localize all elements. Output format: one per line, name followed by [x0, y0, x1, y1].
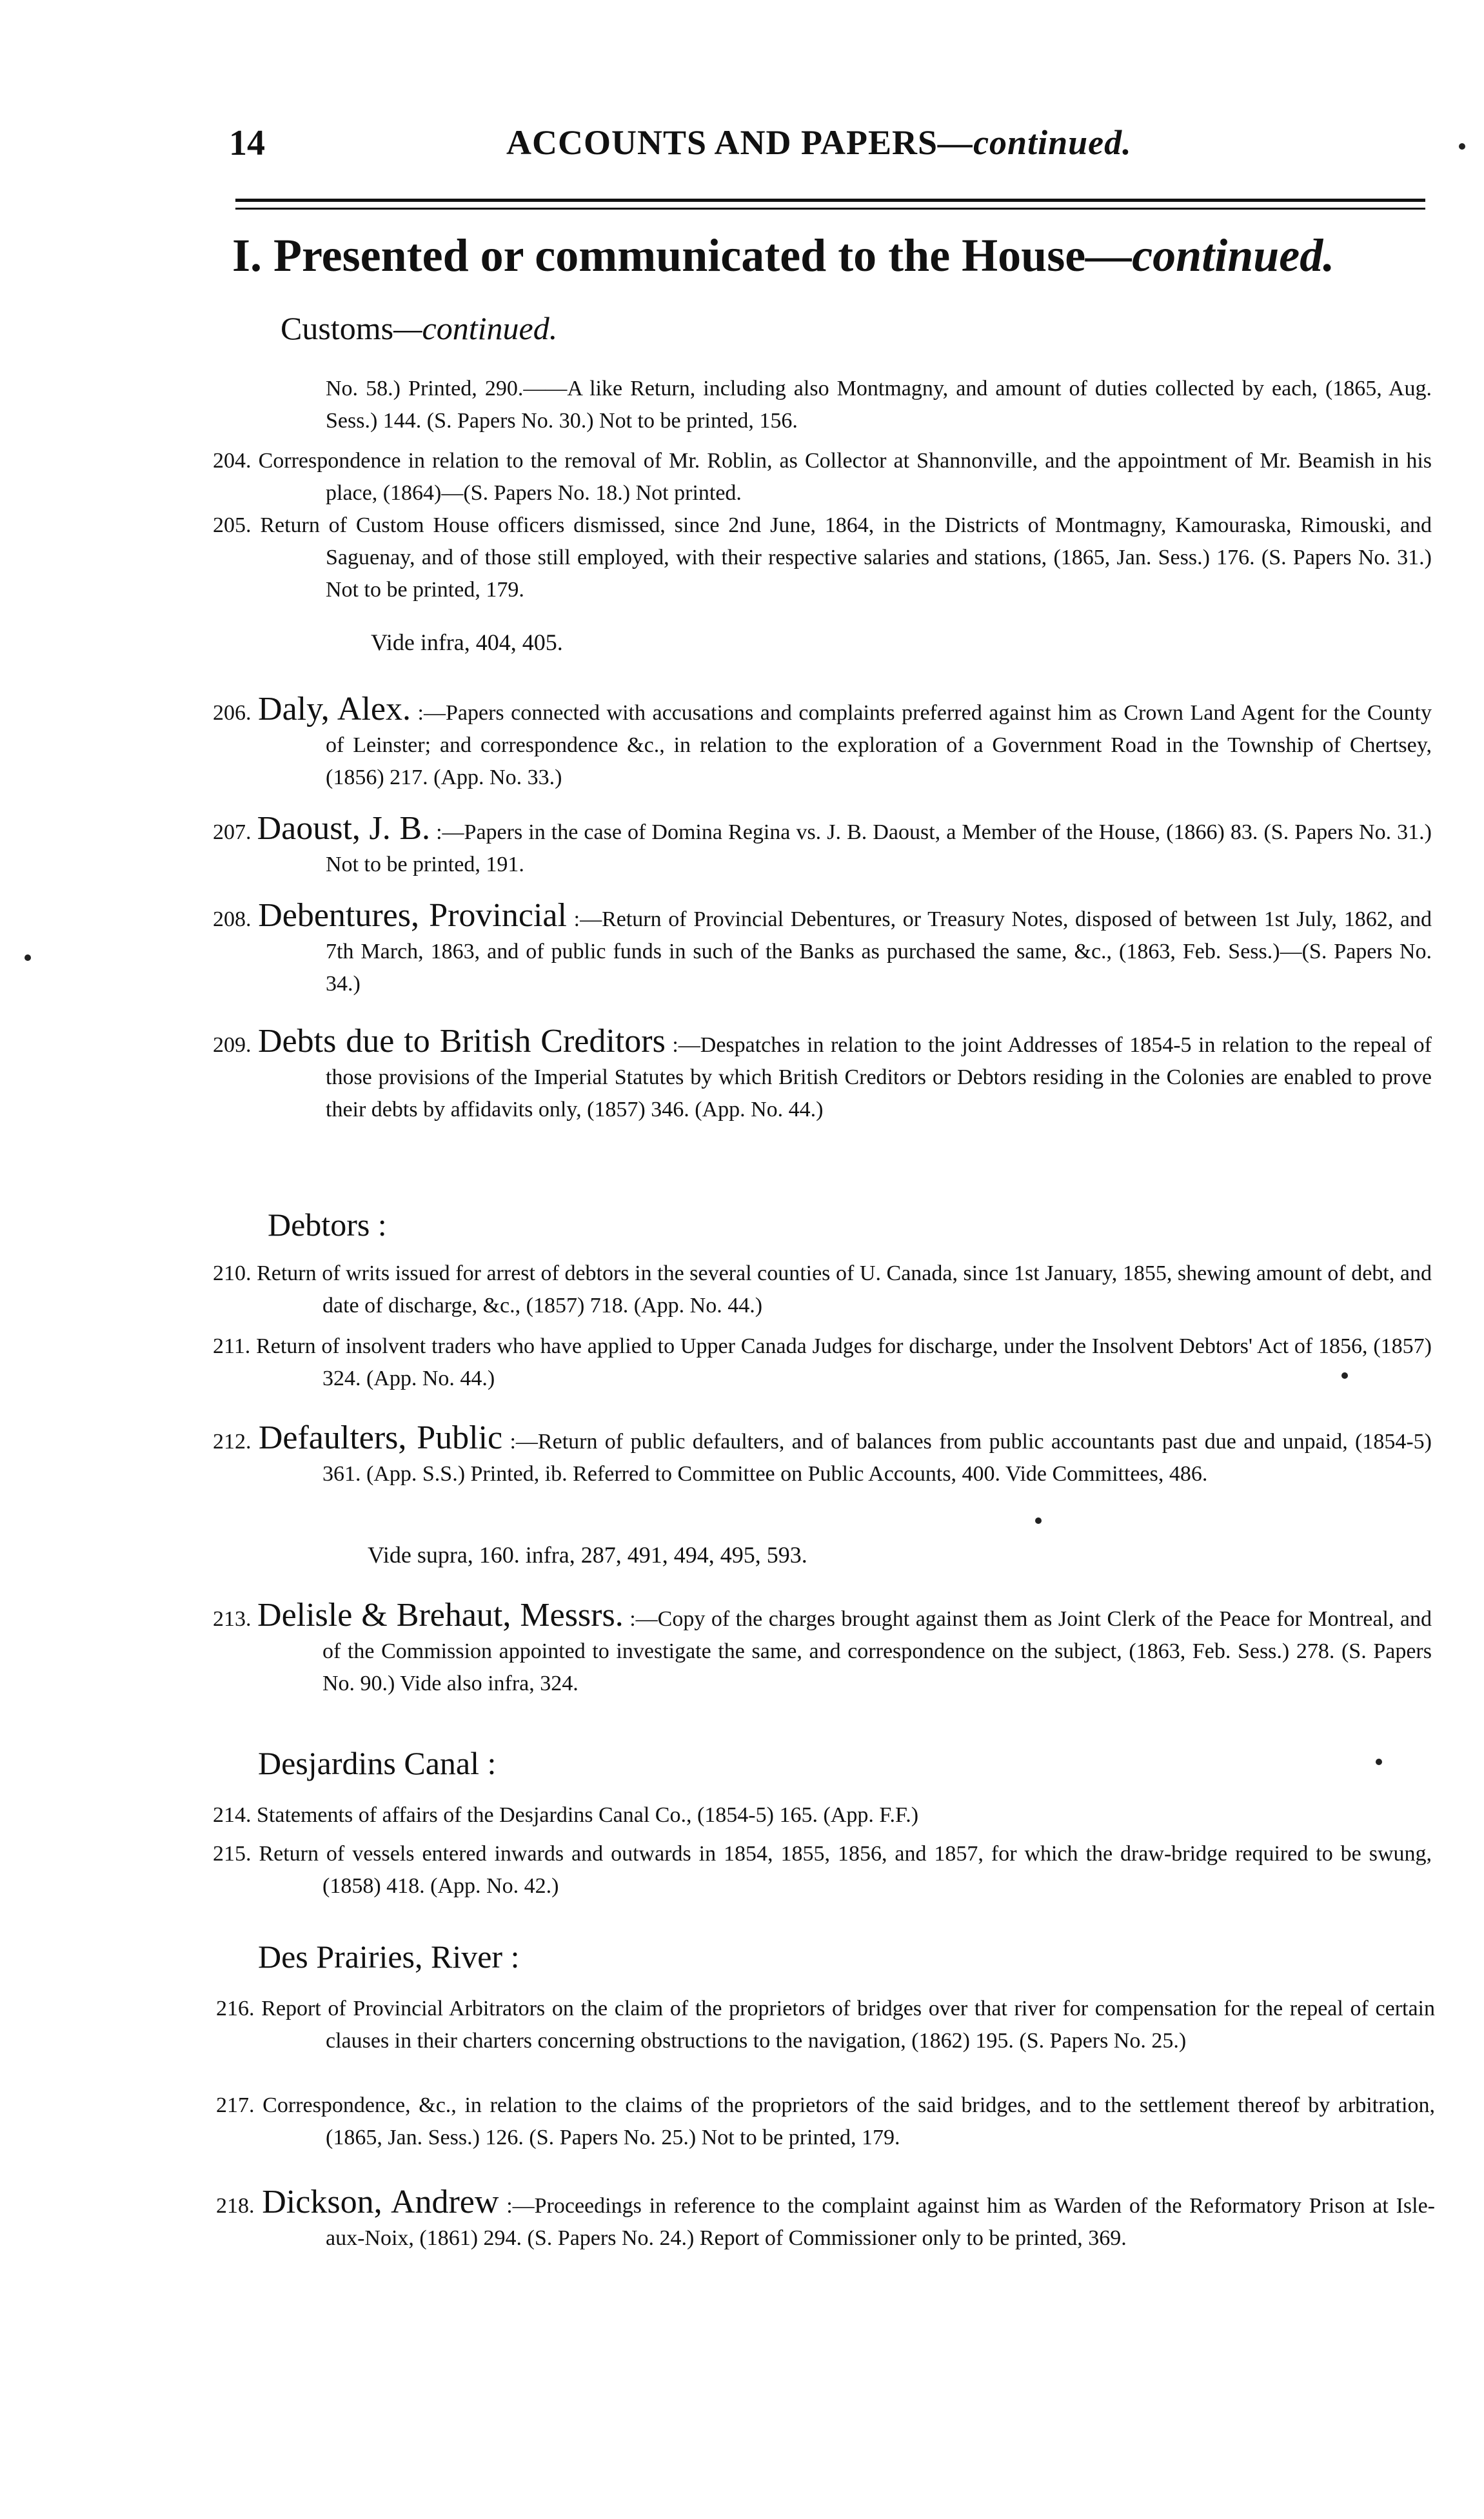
entry-number: 214. [213, 1803, 252, 1827]
entry-212-vide: Vide supra, 160. infra, 287, 491, 494, 495, 593. [368, 1542, 807, 1568]
entry-203-continued: No. 58.) Printed, 290.——A like Return, including also Montmagny, and amount of duties collected by each, (1865, Aug. Sess.) 144. (S. Papers No. 30.) Not to be printed, 156. [326, 377, 1432, 433]
subhead-customs-main: Customs [281, 310, 394, 346]
entry-206 [213, 693, 1432, 794]
entry-217 [216, 2089, 1435, 2154]
entry-212 [213, 1419, 1432, 1490]
section-heading-suffix: —continued. [1085, 230, 1335, 281]
entry-text: :—Return of public defaulters, and of balances from public accountants past due and unpaid, (1854-5) 361. (App. S.S.) Printed, ib. Referred to Committee on Public Accounts, 400. Vide Committees, 486. [322, 1430, 1432, 1486]
entry-subject: Defaulters, Public [258, 1419, 503, 1456]
entry-text: Correspondence in relation to the removal of Mr. Roblin, as Collector at Shannonville, and the appointment of Mr. Beamish in his place, (1864)—(S. Papers No. 18.) Not printed. [258, 449, 1432, 505]
entry-213 [213, 1599, 1432, 1700]
subhead-customs [281, 310, 557, 347]
entry-text: Return of writs issued for arrest of debtors in the several counties of U. Canada, since 1st January, 1855, shewing amount of debt, and date of discharge, &c., (1857) 718. (App. No. 44.) [257, 1261, 1432, 1318]
entry-208 [213, 897, 1432, 1000]
scan-speck [25, 954, 31, 961]
subhead-desjardins-canal: Desjardins Canal : [258, 1745, 497, 1781]
page-header [229, 123, 1429, 174]
entry-number: 205. [213, 513, 252, 537]
entry-subject: Dickson, Andrew [262, 2184, 499, 2220]
scan-speck [1376, 1759, 1382, 1765]
entry-subject: Daoust, J. B. [257, 810, 431, 847]
entry-number: 213. [213, 1607, 252, 1631]
entry-209 [213, 1025, 1432, 1126]
entry-number: 218. [216, 2194, 255, 2218]
entry-number: 212. [213, 1430, 252, 1454]
entry-text: :—Copy of the charges brought against them as Joint Clerk of the Peace for Montreal, and of the Commission appointed to investigate the same, and correspondence on the subject, (1863, Feb. Sess.) 278. (S. Papers No. 90.) Vide also infra, 324. [322, 1607, 1432, 1695]
entry-211 [213, 1330, 1432, 1395]
entry-text: Report of Provincial Arbitrators on the claim of the proprietors of bridges over that river for compensation for the repeal of certain clauses in their charters concerning obstructions to the navigation, (1862) 195. (S. Papers No. 25.) [261, 1997, 1436, 2053]
entry-number: 215. [213, 1842, 252, 1866]
scan-speck [1035, 1517, 1042, 1524]
header-rule-thick [235, 199, 1425, 202]
section-heading [232, 229, 1334, 282]
entry-207 [213, 810, 1432, 881]
entry-text: Correspondence, &c., in relation to the claims of the proprietors of the said bridges, and to the settlement thereof by arbitration, (1865, Jan. Sess.) 126. (S. Papers No. 25.) Not to be printed, 179. [262, 2093, 1435, 2149]
entry-216 [216, 1993, 1435, 2057]
entry-text: Statements of affairs of the Desjardins Canal Co., (1854-5) 165. (App. F.F.) [257, 1803, 919, 1827]
entry-number: 208. [213, 907, 252, 931]
entry-subject: Daly, Alex. [258, 691, 411, 727]
section-heading-main: I. Presented or communicated to the House [232, 230, 1086, 281]
entry-218 [216, 2186, 1435, 2255]
header-rule-thin [235, 208, 1425, 210]
entry-text: :—Papers connected with accusations and complaints preferred against him as Crown Land Agent for the County of Leinster; and correspondence &c., in relation to the exploration of a Government Road in the Township of Chertsey, (1856) 217. (App. No. 33.) [326, 701, 1432, 789]
entry-number: 211. [213, 1334, 251, 1358]
subhead-des-prairies-river: Des Prairies, River : [258, 1939, 520, 1975]
running-title-main: ACCOUNTS AND PAPERS [506, 123, 938, 162]
entry-text: Return of insolvent traders who have applied to Upper Canada Judges for discharge, under the Insolvent Debtors' Act of 1856, (1857) 324. (App. No. 44.) [256, 1334, 1432, 1390]
scan-speck [1459, 143, 1465, 150]
entry-subject: Delisle & Brehaut, Messrs. [257, 1597, 624, 1634]
entry-number: 210. [213, 1261, 252, 1285]
entry-number: 204. [213, 449, 252, 473]
entry-text: Return of vessels entered inwards and outwards in 1854, 1855, 1856, and 1857, for which the draw-bridge required to be swung, (1858) 418. (App. No. 42.) [259, 1842, 1432, 1898]
entry-subject: Debts due to British Creditors [257, 1023, 666, 1060]
entry-number: 209. [213, 1033, 252, 1057]
entry-205-vide: Vide infra, 404, 405. [371, 629, 563, 655]
entry-number: 216. [216, 1997, 255, 2020]
entry-205 [213, 509, 1432, 606]
entry-text: :—Papers in the case of Domina Regina vs. J. B. Daoust, a Member of the House, (1866) 83. (S. Papers No. 31.) Not to be printed, 191. [326, 820, 1432, 876]
entry-subject: Debentures, Provincial [258, 897, 567, 934]
entry-214 [213, 1799, 1432, 1832]
entry-number: 207. [213, 820, 252, 844]
entry-number: 206. [213, 701, 252, 725]
entry-204 [213, 445, 1432, 509]
running-title [506, 123, 1132, 163]
scan-speck [1341, 1372, 1348, 1379]
subhead-debtors: Debtors : [268, 1207, 387, 1243]
page-number: 14 [229, 123, 265, 163]
entry-text: :—Proceedings in reference to the complaint against him as Warden of the Reformatory Prison at Isle-aux-Noix, (1861) 294. (S. Papers No. 24.) Report of Commissioner only to be printed, 369. [326, 2194, 1436, 2250]
entry-text: :—Return of Provincial Debentures, or Treasury Notes, disposed of between 1st July, 1862, and 7th March, 1863, and of public funds in such of the Banks as purchased the same, &c., (1863, Feb. Sess.)—(S. Papers No. 34.) [326, 907, 1432, 996]
entry-text: Return of Custom House officers dismissed, since 2nd June, 1864, in the Districts of Montmagny, Kamouraska, Rimouski, and Saguenay, and of those still employed, with their respective salaries and stations, (1865, Jan. Sess.) 176. (S. Papers No. 31.) Not to be printed, 179. [260, 513, 1432, 602]
entry-215 [213, 1838, 1432, 1902]
running-title-suffix: —continued. [938, 123, 1132, 162]
entry-text: :—Despatches in relation to the joint Addresses of 1854-5 in relation to the repeal of those provisions of the Imperial Statutes by which British Creditors or Debtors residing in the Colonies are enabled to prove their debts by affidavits only, (1857) 346. (App. No. 44.) [326, 1033, 1432, 1121]
subhead-customs-suffix: —continued. [393, 310, 558, 346]
entry-number: 217. [216, 2093, 255, 2117]
entry-210 [213, 1258, 1432, 1322]
